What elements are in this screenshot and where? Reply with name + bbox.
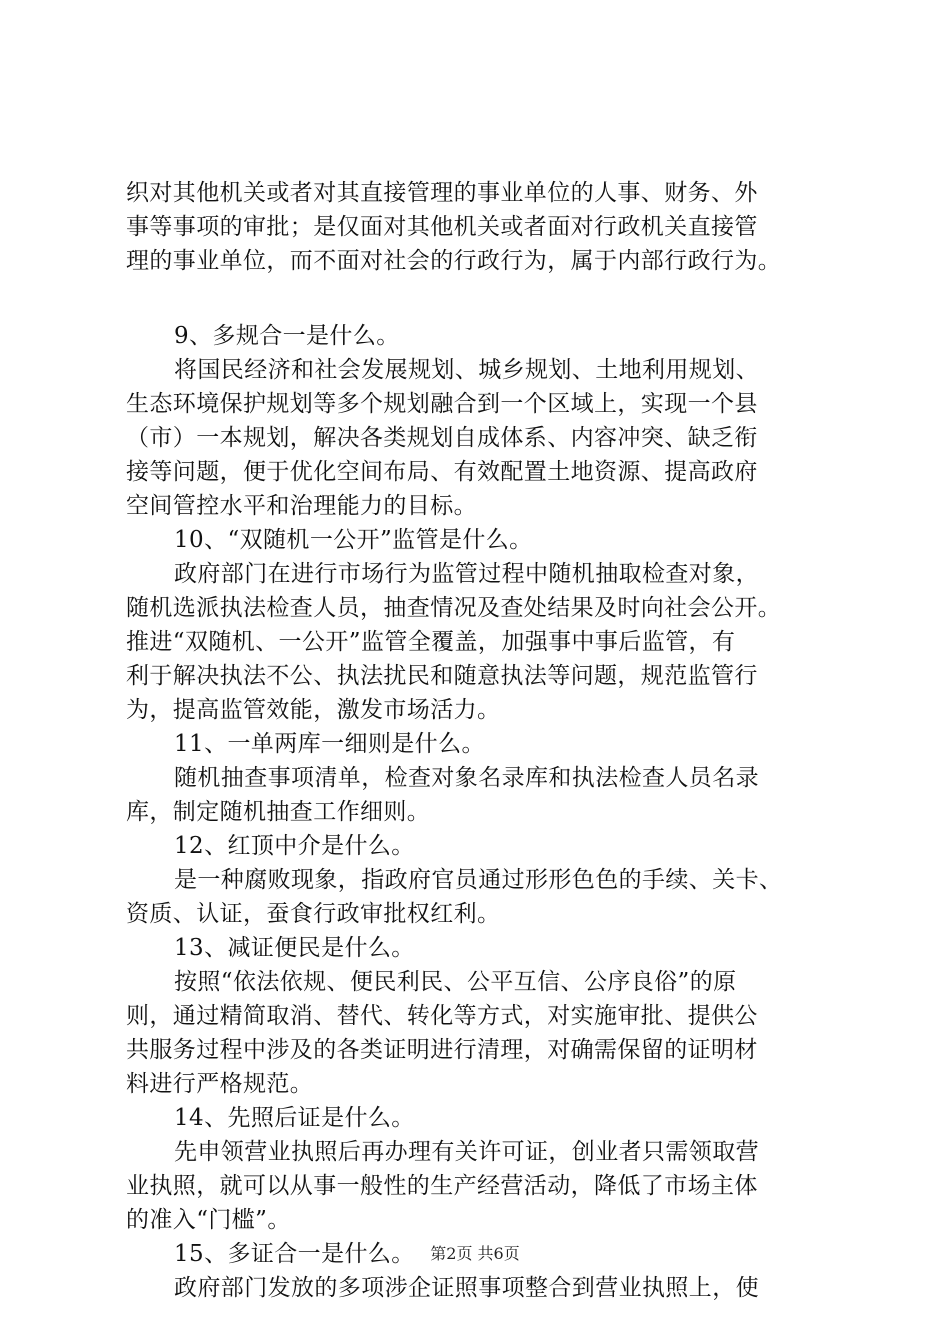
section-heading-12: 12、红顶中介是什么。 [174, 833, 415, 859]
paragraph-line: 政府部门在进行市场行为监管过程中随机抽取检查对象， [174, 561, 759, 587]
paragraph-line: 共服务过程中涉及的各类证明进行清理，对确需保留的证明材 [126, 1037, 758, 1063]
paragraph-line: 利于解决执法不公、执法扰民和随意执法等问题，规范监管行 [126, 663, 758, 689]
section-heading-15: 15、多证合一是什么。 [174, 1241, 415, 1267]
paragraph-line: 是一种腐败现象，指政府官员通过形形色色的手续、关卡、 [174, 867, 783, 893]
paragraph-line: 生态环境保护规划等多个规划融合到一个区域上，实现一个县 [126, 391, 758, 417]
paragraph-line: 空间管控水平和治理能力的目标。 [126, 493, 477, 519]
section-heading-9: 9、多规合一是什么。 [174, 323, 400, 349]
paragraph-line: 资质、认证，蚕食行政审批权红利。 [126, 901, 501, 927]
paragraph-line: 将国民经济和社会发展规划、城乡规划、土地利用规划、 [174, 357, 759, 383]
document-body [126, 176, 842, 1305]
paragraph-line: （市）一本规划，解决各类规划自成体系、内容冲突、缺乏衔 [126, 425, 758, 451]
section-heading-10: 10、“双随机一公开”监管是什么。 [174, 527, 533, 553]
paragraph-line: 随机抽查事项清单，检查对象名录库和执法检查人员名录 [174, 765, 759, 791]
paragraph-line: 则，通过精简取消、替代、转化等方式，对实施审批、提供公 [126, 1003, 758, 1029]
paragraph-line: 织对其他机关或者对其直接管理的事业单位的人事、财务、外 [126, 180, 758, 206]
paragraph-line: 为，提高监管效能，激发市场活力。 [126, 697, 501, 723]
section-heading-13: 13、减证便民是什么。 [174, 935, 415, 961]
section-heading-14: 14、先照后证是什么。 [174, 1105, 415, 1131]
paragraph-line: 理的事业单位，而不面对社会的行政行为，属于内部行政行为。 [126, 248, 782, 274]
paragraph-line: 事等事项的审批；是仅面对其他机关或者面对行政机关直接管 [126, 214, 758, 240]
paragraph-line: 按照“依法依规、便民利民、公平互信、公序良俗”的原 [174, 969, 737, 995]
paragraph-gap [126, 278, 842, 319]
paragraph-line: 料进行严格规范。 [126, 1071, 314, 1097]
page-number-footer: 第2页 共6页 [430, 1244, 520, 1263]
section-heading-11: 11、一单两库一细则是什么。 [174, 731, 485, 757]
paragraph-line: 随机选派执法检查人员，抽查情况及查处结果及时向社会公开。 [126, 595, 782, 621]
paragraph-line: 先申领营业执照后再办理有关许可证，创业者只需领取营 [174, 1139, 759, 1165]
paragraph-line: 接等问题，便于优化空间布局、有效配置土地资源、提高政府 [126, 459, 758, 485]
paragraph-line: 政府部门发放的多项涉企证照事项整合到营业执照上，使 [174, 1275, 759, 1301]
paragraph-line: 推进“双随机、一公开”监管全覆盖，加强事中事后监管，有 [126, 629, 736, 655]
paragraph-line: 的准入“门槛”。 [126, 1207, 291, 1233]
paragraph-line: 库，制定随机抽查工作细则。 [126, 799, 431, 825]
paragraph-line: 业执照，就可以从事一般性的生产经营活动，降低了市场主体 [126, 1173, 758, 1199]
